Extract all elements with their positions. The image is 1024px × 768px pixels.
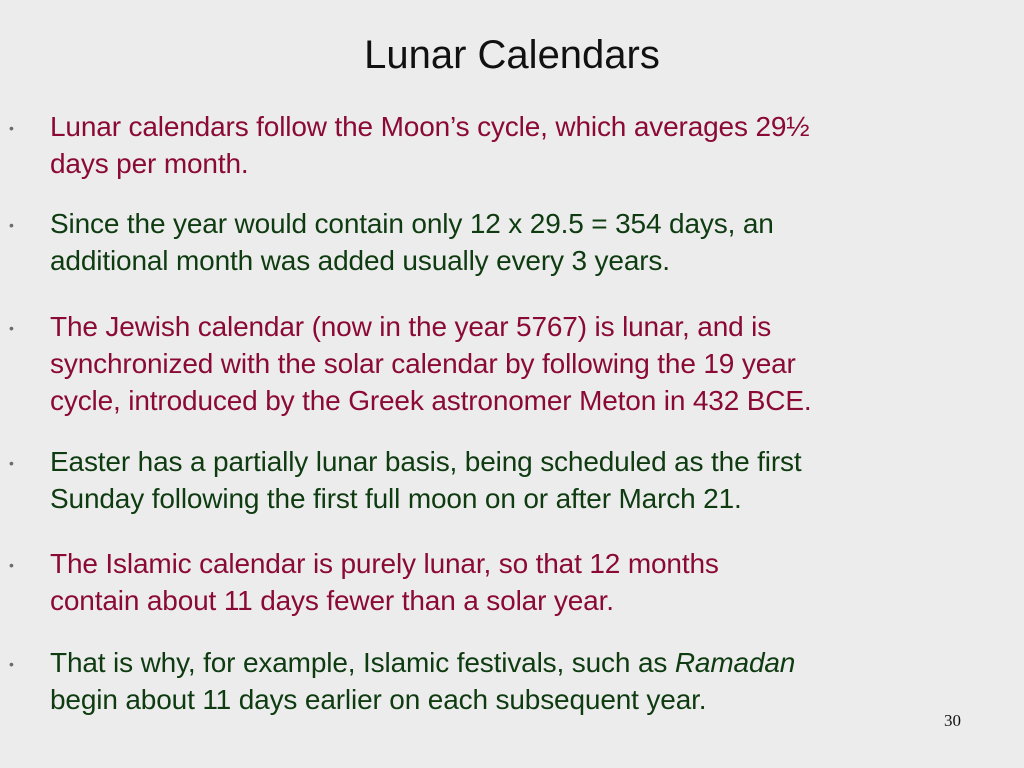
bullet-text-part: That is why, for example, Islamic festivals, such as	[50, 647, 675, 678]
bullet-text: Since the year would contain only 12 x 29.5 = 354 days, an additional month was added usually every 3 years.	[50, 208, 774, 276]
slide-title: Lunar Calendars	[364, 33, 660, 77]
bullet-text	[50, 644, 1000, 718]
ramadan-italic-text: Ramadan	[674, 647, 796, 678]
page-number: 30	[944, 711, 961, 730]
bullet-icon: •	[9, 656, 14, 672]
bullet-text: Easter has a partially lunar basis, being scheduled as the first Sunday following the first full moon on or after March 21.	[50, 446, 802, 514]
bullet-text: The Jewish calendar (now in the year 5767) is lunar, and is synchronized with the solar calendar by following the 19 year cycle, introduced by the Greek astronomer Meton in 432 BCE.	[50, 311, 812, 416]
bullet-icon: •	[9, 557, 14, 573]
bullet-icon: •	[9, 320, 14, 336]
bullet-text: Lunar calendars follow the Moon’s cycle, which averages 29½ days per month.	[50, 111, 810, 179]
bullet-icon: •	[9, 217, 14, 233]
bullet-icon: •	[9, 455, 14, 471]
bullet-text-part: begin about 11 days earlier on each subsequent year.	[50, 684, 707, 715]
bullet-icon: •	[9, 120, 14, 136]
bullet-text: The Islamic calendar is purely lunar, so that 12 months contain about 11 days fewer than a solar year.	[50, 548, 719, 616]
